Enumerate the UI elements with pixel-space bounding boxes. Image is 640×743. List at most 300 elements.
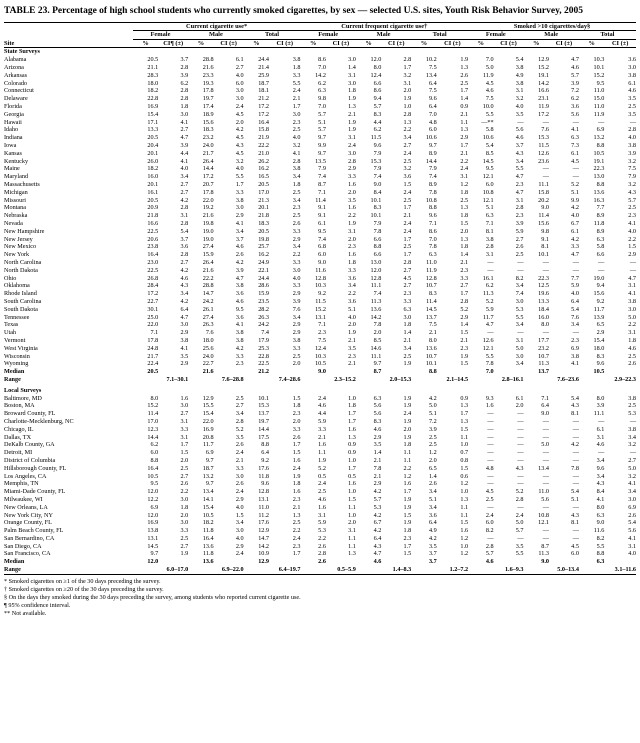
hdr-pct-2: % (197, 39, 205, 47)
row-cell: 3.3 (348, 266, 356, 274)
range-row (4, 566, 636, 574)
row-cell (381, 558, 411, 566)
row-cell: 2.6 (235, 480, 244, 488)
row-cell: 1.3 (348, 103, 356, 111)
row-cell: 26.3 (202, 321, 214, 329)
row-cell: 2.4 (403, 227, 412, 235)
hdr-ci-4: CI (±) (332, 39, 350, 47)
row-cell: 11.5 (538, 142, 549, 150)
header-group-row (4, 22, 636, 31)
row-cell: 2.5 (292, 352, 301, 360)
row-cell: 17.8 (202, 188, 214, 196)
row-cell: 2.8 (515, 204, 524, 212)
row-cell: 30.1 (147, 305, 159, 313)
row-cell: 5.0 (428, 402, 437, 410)
row-cell: 2.1 (373, 456, 382, 464)
row-cell: — (542, 259, 549, 266)
row-cell: 3.0 (628, 495, 636, 503)
row-cell: 5.6 (628, 527, 636, 535)
row-cell: 3.2 (292, 142, 301, 150)
row-cell: 17.6 (258, 519, 270, 527)
row-cell: 5.6 (515, 126, 524, 134)
row-cell: 2.1 (348, 336, 356, 344)
row-cell: 5.3 (628, 410, 636, 418)
row-cell: 6.9 (596, 126, 605, 134)
row-cell: 7.9 (373, 220, 382, 228)
row-cell: 3.4 (596, 472, 605, 480)
row-site-label: Michigan (4, 188, 28, 196)
row-cell: 7.9 (628, 173, 636, 181)
row-cell: 4.7 (571, 56, 579, 64)
row-cell: 3.8 (180, 336, 189, 344)
row-cell: 6.9 (571, 344, 579, 352)
row-cell: 6.9 (205, 449, 214, 457)
header-sub-row (4, 31, 636, 40)
row-cell: 6.6 (596, 251, 605, 259)
row-cell: 2.2 (318, 534, 326, 542)
row-cell: 2.8 (348, 157, 356, 165)
row-cell: 8.0 (596, 503, 605, 511)
row-cell: 20.5 (147, 134, 159, 142)
row-cell: 9.6 (596, 464, 605, 472)
row-cell: 16.2 (258, 165, 270, 173)
row-site-label: Chicago, IL (4, 425, 34, 433)
table-row (4, 345, 636, 353)
row-cell: — (542, 173, 549, 181)
row-cell: 3.4 (628, 488, 636, 496)
row-cell: 2.3 (403, 290, 412, 298)
row-cell: 1.7 (180, 441, 189, 449)
row-cell: 22.4 (147, 360, 159, 368)
row-cell: — (517, 472, 524, 480)
row-cell: 13.1 (147, 534, 159, 542)
row-cell: 6.0 (571, 550, 579, 558)
row-cell: 9.5 (596, 79, 605, 87)
row-cell: 1.5 (460, 220, 469, 228)
row-cell (494, 368, 524, 376)
table-row (4, 426, 636, 434)
row-cell: 3.8 (292, 56, 301, 64)
row-site-label: Kentucky (4, 157, 29, 165)
row-cell: 1.1 (318, 449, 326, 457)
row-cell: 8.2 (515, 274, 524, 282)
row-cell: 20.5 (147, 196, 159, 204)
row-cell: 4.1 (292, 149, 301, 157)
row-cell: 11.5 (315, 297, 326, 305)
row-cell: 17.8 (202, 87, 214, 95)
row-cell: 7.4 (318, 235, 326, 243)
hdr-ci-2: CI (±) (220, 39, 237, 47)
row-cell: — (487, 433, 494, 441)
row-cell: 3.1 (628, 542, 636, 550)
row-cell: 2.3 (571, 336, 579, 344)
row-cell: 8.4 (596, 488, 605, 496)
row-cell: 2.1 (348, 110, 356, 118)
row-cell: 7.8 (571, 464, 579, 472)
row-cell: 5.5 (515, 550, 524, 558)
row-cell: 19.1 (593, 157, 605, 165)
row-cell: 2.3 (348, 352, 356, 360)
row-cell: 1.5 (292, 449, 301, 457)
row-cell: 7.0 (318, 64, 326, 72)
row-cell: 12.0 (147, 488, 159, 496)
row-cell: 14.6 (370, 344, 382, 352)
row-cell: 1.3 (460, 495, 469, 503)
row-cell: 8.3 (373, 110, 382, 118)
row-cell: 1.8 (292, 480, 301, 488)
row-cell: 4.4 (373, 118, 382, 126)
row-cell: 5.0 (485, 64, 494, 72)
row-cell: 1.8 (180, 503, 189, 511)
row-cell: 10.7 (425, 352, 437, 360)
row-cell: 5.0 (515, 519, 524, 527)
row-cell: 2.8 (403, 259, 412, 266)
section-title: Local Surveys (4, 386, 42, 394)
row-cell: 15.5 (202, 402, 214, 410)
row-cell: 2.4 (318, 394, 326, 402)
row-cell (604, 558, 636, 566)
row-cell: 7.5 (485, 95, 494, 103)
row-cell: 16.6 (538, 87, 549, 95)
row-cell: 2.0 (235, 118, 244, 126)
table-row (4, 103, 636, 111)
row-cell: 2.9 (292, 321, 301, 329)
row-cell: 2.5 (515, 251, 524, 259)
row-cell: 6.6 (373, 235, 382, 243)
row-cell: 19.7 (202, 95, 214, 103)
row-site-label: Utah (4, 329, 17, 337)
row-site-label: Dallas, TX (4, 433, 32, 441)
row-cell: 3.3 (348, 173, 356, 181)
row-cell: 12.8 (370, 274, 382, 282)
row-cell: 9.7 (428, 142, 437, 150)
row-cell: 15.4 (202, 503, 214, 511)
table-row (4, 441, 636, 449)
row-cell: 4.6 (318, 402, 326, 410)
row-cell: 2.3 (292, 542, 301, 550)
row-cell: — (629, 417, 636, 425)
row-cell: 5.4 (180, 227, 189, 235)
row-cell: 22.8 (258, 352, 270, 360)
row-cell: 3.6 (235, 290, 244, 298)
row-cell: 5.0 (541, 441, 549, 449)
row-cell: 4.3 (628, 188, 636, 196)
row-cell: 13.6 (370, 305, 382, 313)
row-cell: 15.3 (538, 134, 549, 142)
row-cell: 9.7 (373, 360, 382, 368)
row-cell: 13.7 (425, 313, 437, 321)
row-cell: 8.1 (541, 243, 549, 251)
row-cell: 11.7 (593, 305, 605, 313)
row-cell: 6.3 (596, 511, 605, 519)
row-cell: 2.3 (348, 243, 356, 251)
row-site-label: Hawaii (4, 118, 22, 126)
row-cell: 6.4 (541, 402, 549, 410)
row-cell: 3.3 (180, 527, 189, 535)
table-row (4, 321, 636, 329)
row-cell: 1.7 (292, 103, 301, 111)
row-cell: 4.1 (571, 126, 579, 134)
row-cell: 2.9 (180, 329, 189, 337)
row-cell: 9.6 (596, 360, 605, 368)
row-cell: 6.6 (373, 251, 382, 259)
row-cell: 3.3 (292, 425, 301, 433)
row-cell: 1.7 (292, 550, 301, 558)
row-cell: 6.1 (318, 220, 326, 228)
row-cell: 1.3 (460, 126, 469, 134)
row-cell: 3.4 (515, 282, 524, 290)
row-cell: 11.1 (370, 352, 382, 360)
row-cell: 2.5 (628, 352, 636, 360)
row-cell: — (542, 527, 549, 535)
row-cell: 9.7 (205, 456, 214, 464)
row-cell: 23.6 (538, 157, 549, 165)
row-cell: 8.0 (150, 394, 159, 402)
row-cell: 12.9 (258, 527, 270, 535)
row-cell: 2.0 (348, 321, 356, 329)
row-cell: 12.8 (258, 488, 270, 496)
row-cell: 2.9 (628, 251, 636, 259)
row-cell: — (487, 449, 494, 457)
row-cell: 5.4 (571, 488, 579, 496)
table-row (4, 542, 636, 550)
row-cell: 4.2 (235, 259, 244, 266)
row-cell: 15.3 (258, 402, 270, 410)
row-cell: 0.8 (460, 456, 469, 464)
hdr-ci-7: CI (±) (500, 39, 517, 47)
row-cell: 10.3 (593, 56, 605, 64)
row-cell: 2.9 (348, 165, 356, 173)
row-cell: 4.7 (235, 274, 244, 282)
row-cell: 5.7 (373, 103, 382, 111)
row-cell: 19.7 (258, 417, 270, 425)
row-cell: 4.3 (180, 282, 189, 290)
row-site-label: Oklahoma (4, 282, 30, 290)
row-cell: 4.0 (628, 134, 636, 142)
row-site-label: Idaho (4, 126, 19, 134)
table-row (4, 480, 636, 488)
row-cell: 2.2 (628, 321, 636, 329)
row-cell: — (542, 456, 549, 464)
row-cell: — (572, 534, 579, 542)
row-cell: 13.6 (593, 188, 605, 196)
row-cell: 16.9 (202, 425, 214, 433)
row-cell: 22.0 (202, 196, 214, 204)
row-cell: 4.0 (292, 134, 301, 142)
row-cell: 6.0 (485, 181, 494, 189)
row-cell: 2.8 (180, 251, 189, 259)
table-row (4, 418, 636, 426)
row-site-label: District of Columbia (4, 456, 56, 464)
row-cell: 3.9 (596, 402, 605, 410)
row-cell: 4.2 (571, 204, 579, 212)
row-cell: 21.9 (258, 134, 270, 142)
row-cell: 3.4 (403, 344, 412, 352)
row-cell: 1.3 (460, 235, 469, 243)
row-cell: 2.0 (428, 456, 437, 464)
row-cell: 2.3–15.2 (334, 375, 356, 383)
row-cell: — (542, 165, 549, 173)
row-cell: 3.5 (628, 110, 636, 118)
row-cell: 2.7 (403, 282, 412, 290)
table-row (4, 410, 636, 418)
row-cell: 2.6 (180, 480, 189, 488)
row-cell: 2.2 (180, 488, 189, 496)
row-cell: 22.2 (258, 142, 270, 150)
row-cell: 7.5 (628, 165, 636, 173)
row-cell: 16.4 (202, 534, 214, 542)
row-cell: 6.2 (318, 79, 326, 87)
row-cell: 6.4 (428, 79, 437, 87)
row-cell: 6.3 (318, 87, 326, 95)
row-cell: 26.2 (258, 157, 270, 165)
row-cell: — (487, 266, 494, 274)
row-cell (549, 368, 579, 376)
row-cell: 4.1 (628, 220, 636, 228)
row-cell: 1.9 (348, 95, 356, 103)
row-cell: 4.2 (180, 196, 189, 204)
row-site-label: Massachusetts (4, 181, 40, 189)
row-cell: 2.2 (628, 235, 636, 243)
row-cell: 3.3 (292, 344, 301, 352)
row-cell: 3.5 (180, 352, 189, 360)
row-site-label: Arizona (4, 64, 24, 72)
row-cell: 4.0 (235, 165, 244, 173)
table-row (4, 352, 636, 360)
row-site-label: South Dakota (4, 305, 38, 313)
table-row (4, 72, 636, 80)
table-row (4, 212, 636, 220)
row-cell: 18.7 (258, 79, 270, 87)
row-site-label: North Dakota (4, 266, 38, 274)
row-cell: 5.6 (541, 495, 549, 503)
row-cell: 7.1 (150, 329, 159, 337)
row-cell: 3.3 (292, 282, 301, 290)
row-cell: — (487, 441, 494, 449)
row-cell: 15.0 (593, 95, 605, 103)
row-cell: 17.6 (258, 464, 270, 472)
row-cell: 17.5 (258, 433, 270, 441)
row-cell: — (542, 472, 549, 480)
hdr-ci-8: CI (±) (555, 39, 573, 47)
row-cell (158, 368, 188, 376)
row-cell: 4.2 (428, 534, 437, 542)
row-cell: 1.9 (403, 503, 412, 511)
row-cell: 3.1 (460, 173, 469, 181)
row-cell: 3.5 (348, 196, 356, 204)
row-cell: 3.0 (628, 305, 636, 313)
table-row (4, 235, 636, 243)
row-cell: 4.5 (235, 149, 244, 157)
row-cell: 19.2 (202, 204, 214, 212)
row-cell: 4.0 (571, 290, 579, 298)
row-cell: 17.7 (538, 336, 549, 344)
row-cell: 2.8–16.1 (501, 375, 524, 383)
row-cell: 16.2 (258, 251, 270, 259)
row-cell: 1.5 (403, 511, 412, 519)
row-cell: 1.1 (460, 511, 469, 519)
row-cell: 4.0 (571, 212, 579, 220)
table-row (4, 433, 636, 441)
row-cell: 13.3 (147, 126, 159, 134)
row-cell: — (572, 259, 579, 266)
footnote: ¶ 95% confidence interval. (4, 602, 71, 610)
row-cell: 1.5 (460, 425, 469, 433)
row-cell: 18.0 (202, 336, 214, 344)
row-cell: 3.5 (373, 441, 382, 449)
row-cell: 17.9 (258, 336, 270, 344)
row-cell: 18.3 (258, 220, 270, 228)
table-row (4, 134, 636, 142)
row-cell: 25.7 (258, 243, 270, 251)
row-cell: 4.1 (180, 344, 189, 352)
row-cell: 1.5 (460, 519, 469, 527)
row-cell: 10.1 (593, 64, 605, 72)
row-cell: 17.2 (258, 103, 270, 111)
row-cell: 6.4 (180, 305, 189, 313)
row-cell: 2.4 (403, 220, 412, 228)
row-cell: 27.4 (202, 243, 214, 251)
row-cell: 1.6 (485, 402, 494, 410)
row-cell: 11.9 (426, 266, 437, 274)
row-cell: 1.2 (403, 472, 412, 480)
row-site-label: Detroit, MI (4, 449, 33, 457)
row-cell: 3.8 (235, 329, 244, 337)
row-cell: 2.7 (180, 181, 189, 189)
row-site-label: New Orleans, LA (4, 503, 48, 511)
row-cell: — (542, 433, 549, 441)
row-cell: 6.3 (403, 305, 412, 313)
row-cell: 8.8 (428, 204, 437, 212)
row-cell: 5.5 (292, 79, 301, 87)
row-cell: 15.2 (315, 305, 326, 313)
row-cell: 3.0 (235, 204, 244, 212)
row-cell: 10.5 (593, 368, 605, 376)
row-cell: 11.9 (538, 103, 549, 111)
row-cell: 28.8 (202, 56, 214, 64)
row-cell: 3.4 (348, 282, 356, 290)
row-site-label: Boston, MA (4, 402, 35, 410)
row-cell: — (487, 259, 494, 266)
row-cell: 4.6 (235, 243, 244, 251)
row-cell: 4.7 (180, 134, 189, 142)
row-cell: 24.2 (258, 321, 270, 329)
row-cell: 1.7 (292, 441, 301, 449)
row-cell: — (572, 472, 579, 480)
row-cell: 6.0 (150, 449, 159, 457)
row-cell: 1.7 (460, 410, 469, 418)
row-cell: 11.8 (258, 472, 270, 480)
row-cell: 3.1 (348, 527, 356, 535)
table-row (4, 402, 636, 410)
row-cell: 6.4 (571, 297, 579, 305)
row-cell: 4.7 (628, 274, 636, 282)
row-cell: 4.2 (235, 126, 244, 134)
row-cell: 2.1 (373, 472, 382, 480)
row-cell: 16.4 (147, 464, 159, 472)
row-cell: 6.4 (428, 519, 437, 527)
row-cell: 3.4 (596, 456, 605, 464)
row-cell: 1.0 (348, 456, 356, 464)
row-cell: 2.7 (460, 282, 469, 290)
row-cell: 2.5 (403, 196, 412, 204)
table-row (4, 511, 636, 519)
row-cell: 2.3 (460, 344, 469, 352)
row-cell: 11.0 (258, 503, 270, 511)
row-cell: 1.3 (460, 417, 469, 425)
row-cell: 4.1 (628, 480, 636, 488)
row-cell: 9.6 (428, 212, 437, 220)
